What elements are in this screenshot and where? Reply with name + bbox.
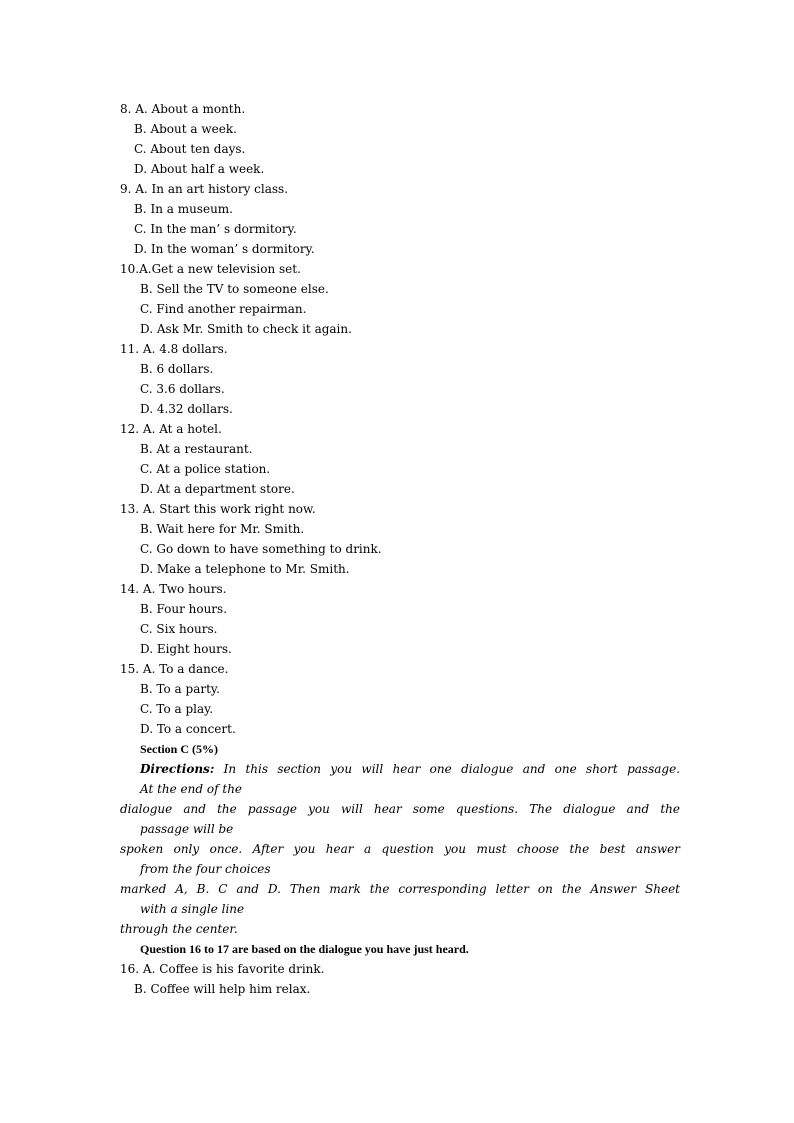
directions-line: from the four choices — [140, 862, 271, 876]
option: D. In the woman’ s dormitory. — [134, 242, 315, 256]
option: D. Ask Mr. Smith to check it again. — [140, 322, 352, 336]
directions-line: At the end of the — [140, 782, 243, 796]
option: C. Six hours. — [140, 622, 218, 636]
option: B. About a week. — [134, 122, 237, 136]
option: B. At a restaurant. — [140, 442, 253, 456]
question-8: 8. A. About a month. — [120, 102, 246, 116]
option: D. Eight hours. — [140, 642, 232, 656]
directions-line: marked A, B. C and D. Then mark the corresponding letter on the Answer Sheet — [120, 882, 680, 896]
directions-line: through the center. — [120, 922, 238, 936]
option: B. 6 dollars. — [140, 362, 214, 376]
option: C. 3.6 dollars. — [140, 382, 225, 396]
option: B. Wait here for Mr. Smith. — [140, 522, 305, 536]
option: D. About half a week. — [134, 162, 265, 176]
option: D. Make a telephone to Mr. Smith. — [140, 562, 350, 576]
section-c-title: Section C (5%) — [140, 742, 218, 756]
directions-line: passage will be — [140, 822, 234, 836]
directions-label: Directions: — [140, 762, 215, 776]
option: C. To a play. — [140, 702, 214, 716]
directions-line: spoken only once. After you hear a question you must choose the best answer — [120, 842, 680, 856]
question-14: 14. A. Two hours. — [120, 582, 227, 596]
question-list — [120, 99, 680, 999]
question-12: 12. A. At a hotel. — [120, 422, 222, 436]
directions-text: In this section you will hear one dialogue and one short passage. — [223, 762, 680, 776]
option: C. At a police station. — [140, 462, 271, 476]
option: C. About ten days. — [134, 142, 246, 156]
option: B. Sell the TV to someone else. — [140, 282, 329, 296]
option: B. Four hours. — [140, 602, 228, 616]
option: D. At a department store. — [140, 482, 295, 496]
question-9: 9. A. In an art history class. — [120, 182, 289, 196]
option: C. In the man’ s dormitory. — [134, 222, 297, 236]
directions-line: with a single line — [140, 902, 245, 916]
section-c-directions — [120, 759, 680, 939]
option: D. 4.32 dollars. — [140, 402, 233, 416]
question-16: 16. A. Coffee is his favorite drink. — [120, 962, 325, 976]
question-group-heading: Question 16 to 17 are based on the dialogue you have just heard. — [140, 942, 469, 956]
option: B. In a museum. — [134, 202, 233, 216]
question-10: 10.A.Get a new television set. — [120, 262, 301, 276]
question-11: 11. A. 4.8 dollars. — [120, 342, 228, 356]
option: D. To a concert. — [140, 722, 236, 736]
question-15: 15. A. To a dance. — [120, 662, 229, 676]
question-13: 13. A. Start this work right now. — [120, 502, 316, 516]
option: C. Go down to have something to drink. — [140, 542, 382, 556]
option: C. Find another repairman. — [140, 302, 307, 316]
option: B. To a party. — [140, 682, 220, 696]
directions-line — [120, 759, 680, 779]
directions-line: dialogue and the passage you will hear some questions. The dialogue and the — [120, 802, 680, 816]
option: B. Coffee will help him relax. — [134, 982, 311, 996]
